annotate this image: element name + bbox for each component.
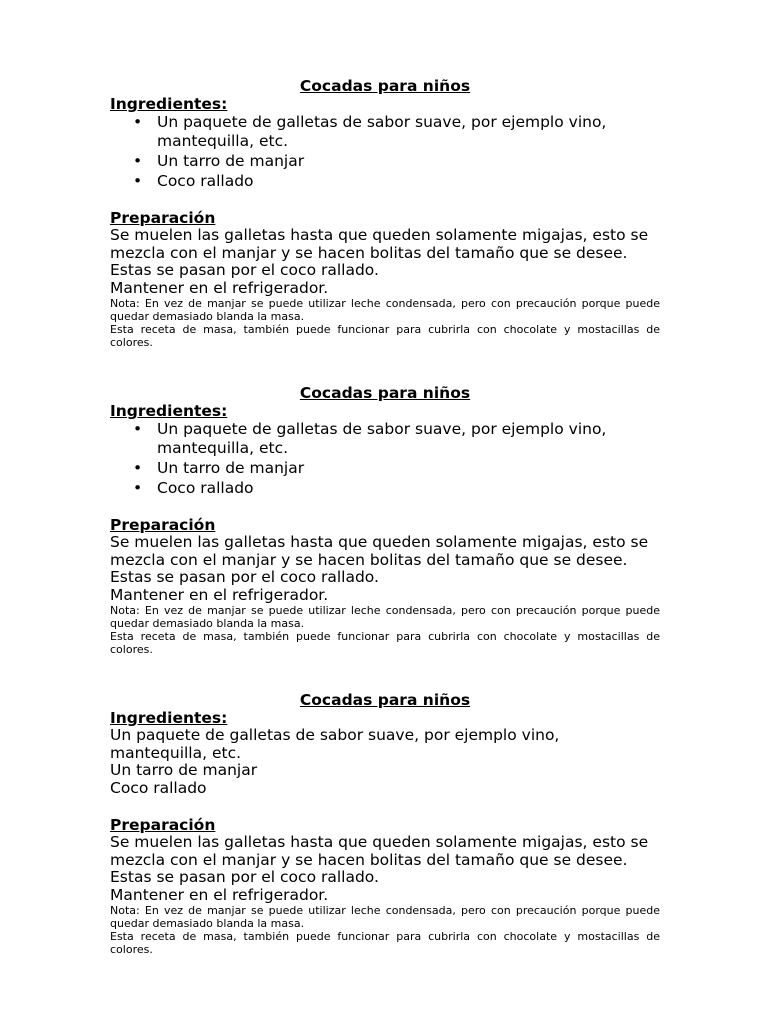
recipe-1: [110, 77, 660, 349]
bullet-icon: •: [133, 113, 143, 131]
preparation-text: Se muelen las galletas hasta que queden solamente migajas, esto se mezcla con el manjar y se hacen bolitas del tamaño que se desee. Estas se pasan por el coco rallado.: [110, 533, 649, 586]
preparation-heading: Preparación: [110, 816, 216, 834]
list-item: • Un tarro de manjar: [133, 151, 305, 170]
list-item: • Coco rallado: [133, 171, 254, 190]
list-item: • Un tarro de manjar: [133, 458, 305, 477]
note-text: Nota: En vez de manjar se puede utilizar leche condensada, pero con precaución porque puede quedar demasiado blanda la masa.: [110, 297, 660, 323]
list-item: • Coco rallado: [133, 478, 254, 497]
extra-text: Esta receta de masa, también puede funcionar para cubrirla con chocolate y mostacillas de colores.: [110, 630, 660, 656]
list-item: Coco rallado: [110, 778, 207, 797]
ingredients-heading: Ingredientes:: [110, 402, 228, 420]
ingredients-list: [110, 727, 660, 797]
storage-text: Mantener en el refrigerador.: [110, 278, 329, 297]
preparation-text: Se muelen las galletas hasta que queden solamente migajas, esto se mezcla con el manjar y se hacen bolitas del tamaño que se desee. Estas se pasan por el coco rallado.: [110, 226, 649, 279]
recipe-title: Cocadas para niños: [299, 77, 471, 95]
bullet-icon: •: [133, 171, 143, 190]
preparation-text: Se muelen las galletas hasta que queden solamente migajas, esto se mezcla con el manjar y se hacen bolitas del tamaño que se desee. Estas se pasan por el coco rallado.: [110, 833, 649, 886]
bullet-icon: •: [133, 458, 143, 477]
preparation-heading: Preparación: [110, 516, 216, 534]
note-text: Nota: En vez de manjar se puede utilizar leche condensada, pero con precaución porque puede quedar demasiado blanda la masa.: [110, 904, 660, 930]
extra-text: Esta receta de masa, también puede funcionar para cubrirla con chocolate y mostacillas de colores.: [110, 323, 660, 349]
list-item: Un tarro de manjar: [110, 761, 258, 779]
extra-text: Esta receta de masa, también puede funcionar para cubrirla con chocolate y mostacillas de colores.: [110, 930, 660, 956]
recipe-2: [110, 384, 660, 656]
recipe-title: Cocadas para niños: [299, 384, 471, 402]
ingredients-list: [110, 113, 660, 190]
recipe-title: Cocadas para niños: [299, 691, 471, 709]
ingredients-heading: Ingredientes:: [110, 95, 228, 113]
preparation-heading: Preparación: [110, 209, 216, 227]
bullet-icon: •: [133, 420, 143, 438]
note-text: Nota: En vez de manjar se puede utilizar leche condensada, pero con precaución porque puede quedar demasiado blanda la masa.: [110, 604, 660, 630]
bullet-icon: •: [133, 151, 143, 170]
ingredients-list: [110, 420, 660, 497]
ingredients-heading: Ingredientes:: [110, 709, 228, 727]
list-item: • Un paquete de galletas de sabor suave, por ejemplo vino, mantequilla, etc.: [133, 420, 607, 457]
storage-text: Mantener en el refrigerador.: [110, 885, 329, 904]
list-item: Un paquete de galletas de sabor suave, por ejemplo vino, mantequilla, etc.: [110, 726, 560, 762]
list-item: • Un paquete de galletas de sabor suave, por ejemplo vino, mantequilla, etc.: [133, 113, 607, 150]
storage-text: Mantener en el refrigerador.: [110, 585, 329, 604]
bullet-icon: •: [133, 478, 143, 497]
recipe-3: [110, 691, 660, 956]
